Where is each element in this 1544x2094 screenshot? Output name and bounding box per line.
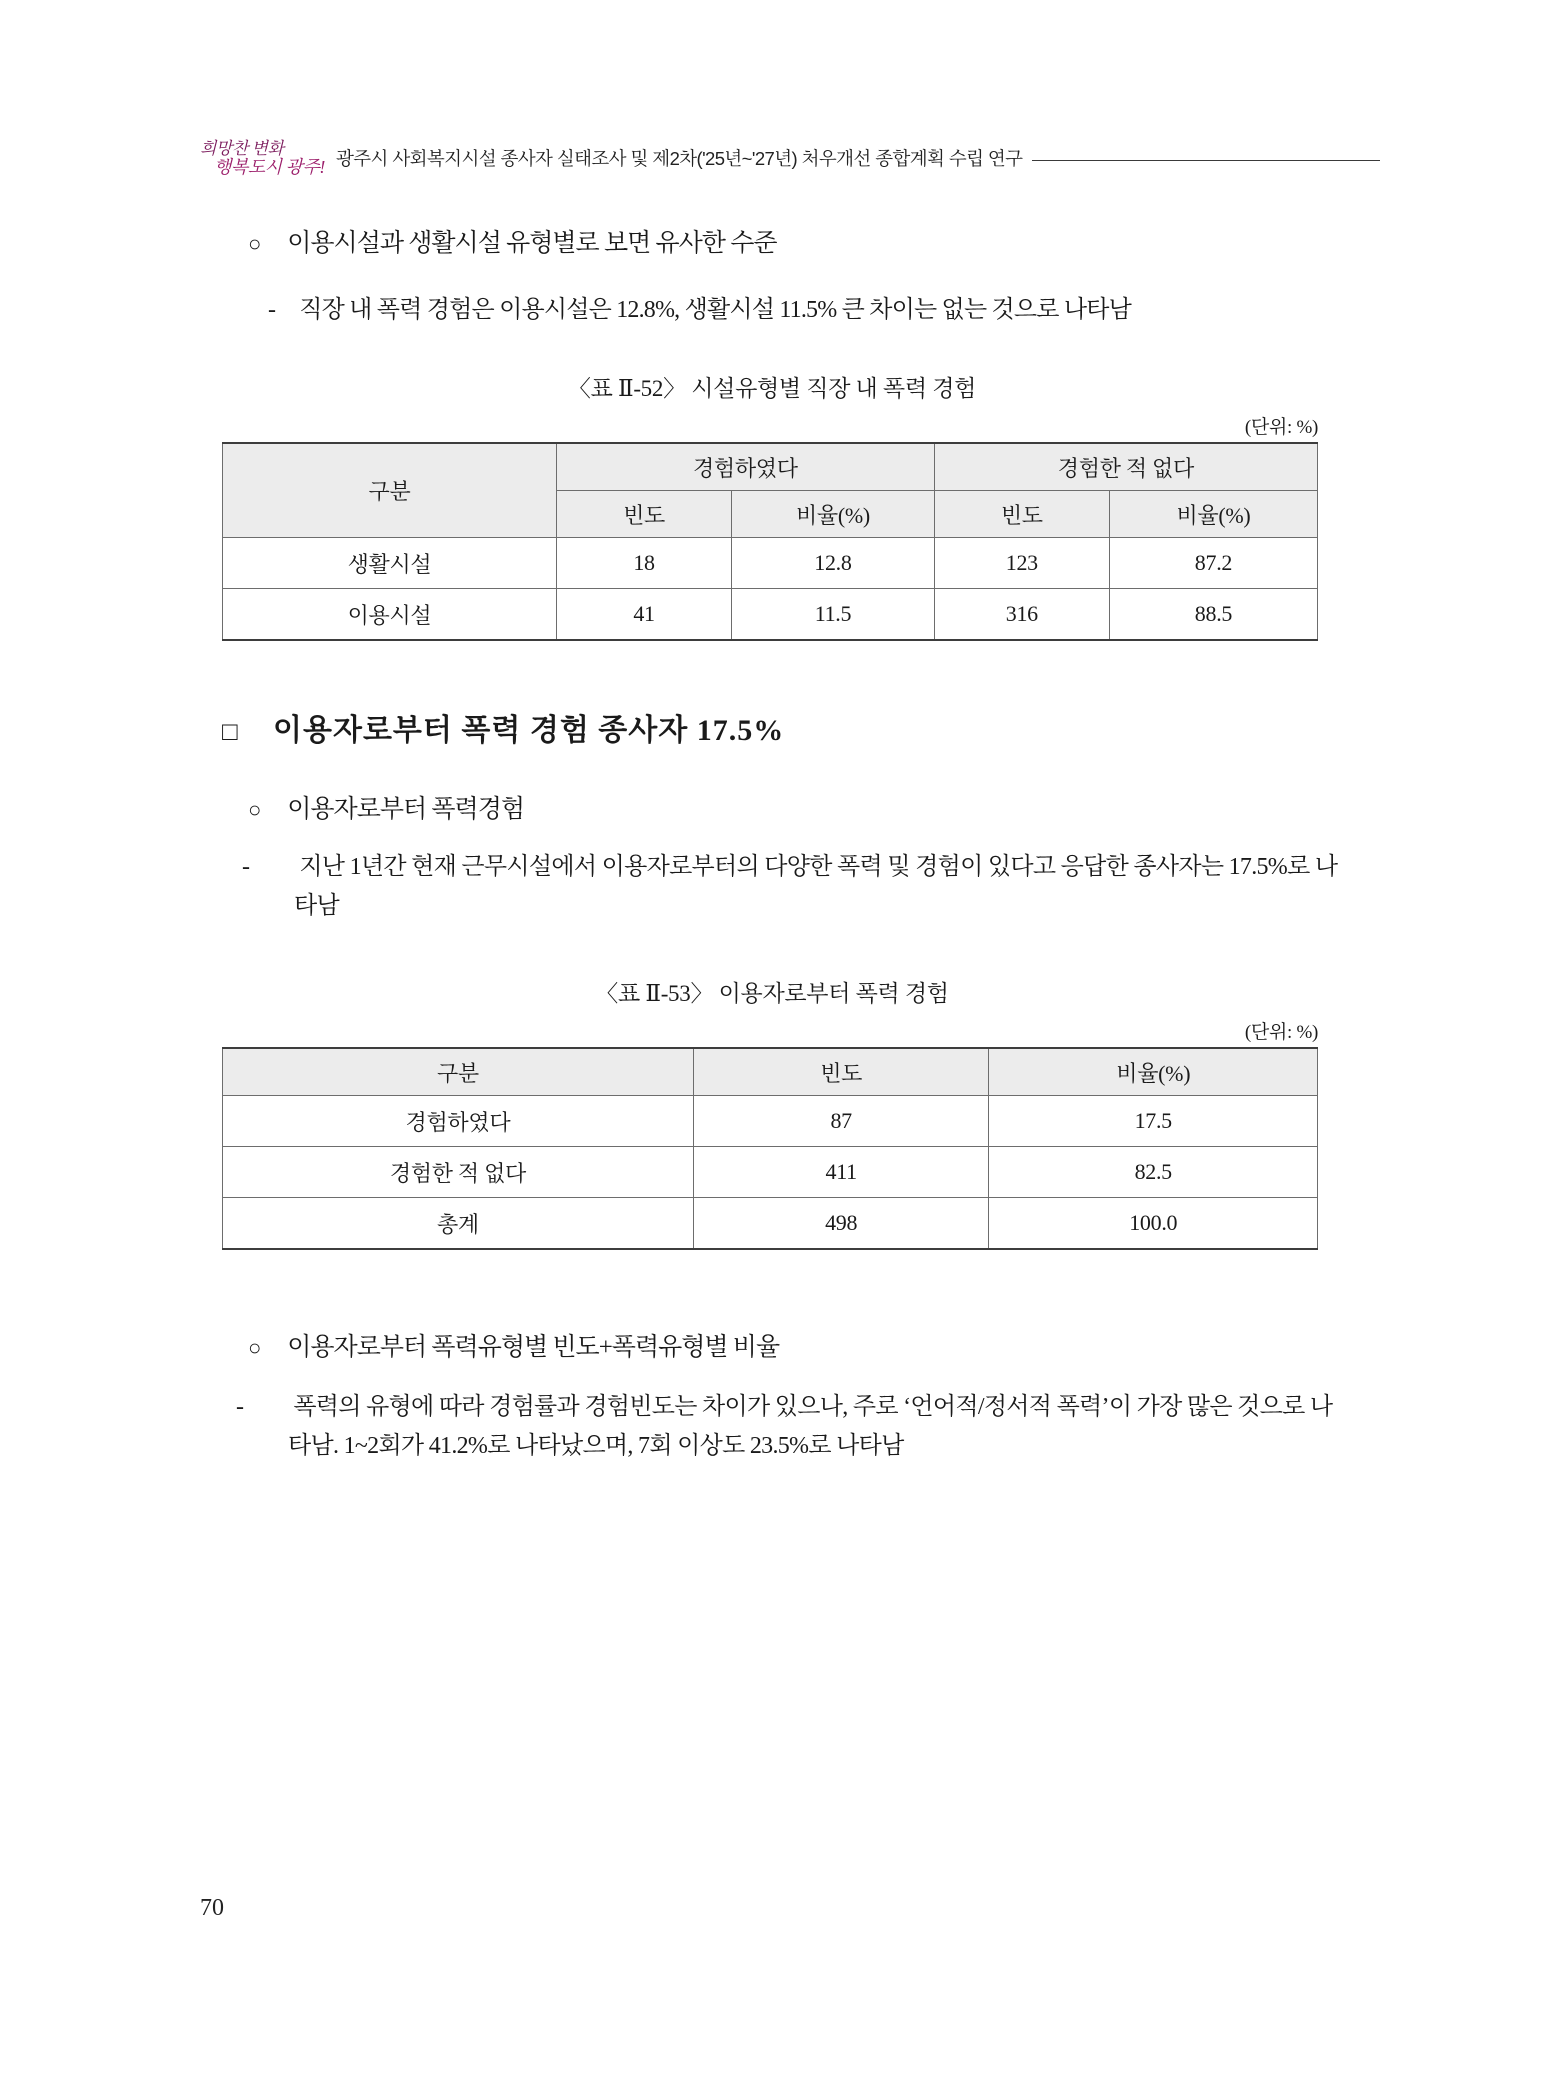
table52-sub-freq-2: 빈도 <box>934 491 1109 538</box>
section3-dash <box>236 1388 1353 1466</box>
table-row <box>223 1198 1318 1250</box>
table53-caption: 〈표 Ⅱ-53〉 이용자로부터 폭력 경험 <box>595 981 949 1006</box>
section2-dash <box>242 848 1349 926</box>
table52-unit: (단위: %) <box>1244 417 1318 438</box>
table-row <box>223 1147 1318 1198</box>
table-header-row <box>223 1048 1318 1096</box>
section3-dash-text: 폭력의 유형에 따라 경험률과 경험빈도는 차이가 있으나, 주로 ‘언어적/정서적 폭력’이 가장 많은 것으로 나타남. 1~2회가 41.2%로 나타났으며, 7회 이상도 23.5%로 나타남 <box>288 1394 1333 1459</box>
table52-group-1: 경험하였다 <box>556 443 934 491</box>
table53 <box>222 1047 1318 1250</box>
section2-heading <box>222 705 784 749</box>
table53-row1-label: 경험한 적 없다 <box>223 1147 694 1198</box>
table52-row1-label: 이용시설 <box>223 589 557 641</box>
table-row <box>223 1096 1318 1147</box>
table53-row0-ratio: 17.5 <box>989 1096 1318 1147</box>
table53-row1-freq: 411 <box>693 1147 989 1198</box>
table53-row0-label: 경험하였다 <box>223 1096 694 1147</box>
square-bullet-icon: □ <box>222 717 238 746</box>
table52-col-label: 구분 <box>223 443 557 538</box>
header-divider <box>1032 160 1380 161</box>
section1-dash-text: 직장 내 폭력 경험은 이용시설은 12.8%, 생활시설 11.5% 큰 차이는 없는 것으로 나타남 <box>299 297 1132 323</box>
table52-caption: 〈표 Ⅱ-52〉 시설유형별 직장 내 폭력 경험 <box>567 376 977 401</box>
table52-sub-freq-1: 빈도 <box>556 491 731 538</box>
dash-bullet-icon: - <box>236 1394 244 1420</box>
table53-row2-ratio: 100.0 <box>989 1198 1318 1250</box>
table53-col-ratio: 비율(%) <box>989 1048 1318 1096</box>
table53-row2-freq: 498 <box>693 1198 989 1250</box>
section2-dash-text: 지난 1년간 현재 근무시설에서 이용자로부터의 다양한 폭력 및 경험이 있다고 응답한 종사자는 17.5%로 나타남 <box>294 854 1338 919</box>
circle-bullet-icon: ○ <box>248 1335 261 1360</box>
dash-bullet-icon: - <box>268 297 276 323</box>
table-row <box>223 589 1318 641</box>
table53-col-label: 구분 <box>223 1048 694 1096</box>
page-number: 70 <box>200 1895 224 1921</box>
table52-row0-freq2: 123 <box>934 538 1109 589</box>
table53-row1-ratio: 82.5 <box>989 1147 1318 1198</box>
header-title: 광주시 사회복지시설 종사자 실태조사 및 제2차('25년~'27년) 처우개선 종합계획 수립 연구 <box>336 148 1023 170</box>
section1-bullet-text: 이용시설과 생활시설 유형별로 보면 유사한 수준 <box>287 230 777 257</box>
page-header <box>200 140 1380 177</box>
table53-row0-freq: 87 <box>693 1096 989 1147</box>
section3-bullet <box>248 1330 779 1365</box>
table53-grid <box>222 1047 1318 1250</box>
section3-bullet-text: 이용자로부터 폭력유형별 빈도+폭력유형별 비율 <box>287 1334 780 1361</box>
city-logo <box>200 140 330 177</box>
logo-line-2: 행복도시 광주! <box>214 156 325 177</box>
logo-line-1: 희망찬 변화 <box>200 139 284 158</box>
dash-bullet-icon: - <box>242 854 250 880</box>
section1-dash <box>268 292 1348 329</box>
section2-bullet-text: 이용자로부터 폭력경험 <box>287 796 525 823</box>
circle-bullet-icon: ○ <box>248 231 261 256</box>
table-row <box>223 538 1318 589</box>
table52-row0-freq1: 18 <box>556 538 731 589</box>
table52-row0-ratio2: 87.2 <box>1109 538 1317 589</box>
section2-heading-text: 이용자로부터 폭력 경험 종사자 17.5% <box>273 714 785 747</box>
section1-bullet <box>248 226 777 261</box>
circle-bullet-icon: ○ <box>248 797 261 822</box>
table53-unit: (단위: %) <box>1244 1022 1318 1043</box>
section2-bullet <box>248 792 524 827</box>
table52-row1-freq1: 41 <box>556 589 731 641</box>
table53-col-freq: 빈도 <box>693 1048 989 1096</box>
table52 <box>222 442 1318 641</box>
table53-row2-label: 총계 <box>223 1198 694 1250</box>
table52-row1-ratio1: 11.5 <box>732 589 935 641</box>
table52-row0-ratio1: 12.8 <box>732 538 935 589</box>
table52-row0-label: 생활시설 <box>223 538 557 589</box>
table52-sub-ratio-1: 비율(%) <box>732 491 935 538</box>
table52-grid <box>222 442 1318 641</box>
table52-row1-freq2: 316 <box>934 589 1109 641</box>
table52-row1-ratio2: 88.5 <box>1109 589 1317 641</box>
table52-sub-ratio-2: 비율(%) <box>1109 491 1317 538</box>
table-header-row <box>223 443 1318 491</box>
table52-group-2: 경험한 적 없다 <box>934 443 1317 491</box>
